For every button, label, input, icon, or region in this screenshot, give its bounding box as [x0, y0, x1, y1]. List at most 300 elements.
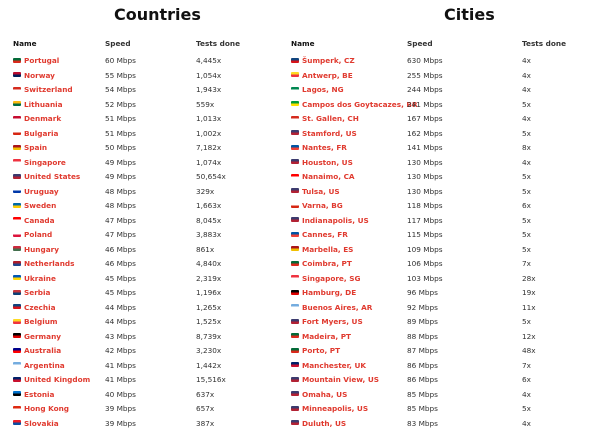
location-link[interactable]: Slovakia — [24, 419, 59, 428]
united-states-flag-icon — [291, 420, 299, 425]
speed-cell: 42 Mbps — [105, 344, 136, 359]
tests-cell: 4x — [522, 83, 531, 98]
table-row — [13, 301, 285, 316]
tests-cell: 637x — [196, 388, 214, 403]
tests-cell: 1,002x — [196, 127, 221, 142]
table-row — [291, 199, 591, 214]
countries-title: Countries — [13, 0, 285, 30]
speed-cell: 117 Mbps — [407, 214, 443, 229]
location-link[interactable]: Germany — [24, 332, 61, 341]
location-link[interactable]: Coimbra, PT — [302, 259, 352, 268]
table-row — [13, 272, 285, 287]
location-link[interactable]: Czechia — [24, 303, 56, 312]
tests-cell: 2,319x — [196, 272, 221, 287]
tests-cell: 6x — [522, 199, 531, 214]
czechia-flag-icon — [13, 304, 21, 309]
location-link[interactable]: Duluth, US — [302, 419, 346, 428]
location-link[interactable]: Tulsa, US — [302, 187, 340, 196]
location-link[interactable]: Hungary — [24, 245, 59, 254]
ukraine-flag-icon — [13, 275, 21, 280]
tests-cell: 4x — [522, 54, 531, 69]
table-row — [291, 54, 591, 69]
bulgaria-flag-icon — [13, 130, 21, 135]
speed-cell: 49 Mbps — [105, 170, 136, 185]
table-row — [291, 83, 591, 98]
switzerland-flag-icon — [291, 116, 299, 121]
tests-cell: 5x — [522, 170, 531, 185]
united-states-flag-icon — [291, 188, 299, 193]
tests-cell: 5x — [522, 214, 531, 229]
location-link[interactable]: Omaha, US — [302, 390, 347, 399]
name-cell — [13, 214, 103, 229]
tests-cell: 5x — [522, 402, 531, 417]
tests-cell: 1,265x — [196, 301, 221, 316]
speed-cell: 51 Mbps — [105, 112, 136, 127]
name-cell — [291, 257, 406, 272]
table-row — [13, 257, 285, 272]
cities-panel — [291, 0, 591, 431]
name-cell — [13, 402, 103, 417]
speed-cell: 92 Mbps — [407, 301, 438, 316]
table-row — [13, 373, 285, 388]
canada-flag-icon — [13, 217, 21, 222]
speed-cell: 41 Mbps — [105, 373, 136, 388]
speed-cell: 115 Mbps — [407, 228, 443, 243]
cities-header-name: Name — [291, 38, 406, 50]
speed-cell: 46 Mbps — [105, 243, 136, 258]
name-cell — [13, 301, 103, 316]
table-row — [13, 170, 285, 185]
tests-cell: 7,182x — [196, 141, 221, 156]
speed-cell: 86 Mbps — [407, 373, 438, 388]
name-cell — [291, 272, 406, 287]
tests-cell: 1,196x — [196, 286, 221, 301]
name-cell — [13, 257, 103, 272]
table-row — [291, 286, 591, 301]
spain-flag-icon — [13, 145, 21, 150]
location-link[interactable]: Netherlands — [24, 259, 74, 268]
name-cell — [291, 243, 406, 258]
speed-cell: 50 Mbps — [105, 141, 136, 156]
name-cell — [13, 243, 103, 258]
speed-cell: 44 Mbps — [105, 315, 136, 330]
table-row — [13, 185, 285, 200]
name-cell — [13, 141, 103, 156]
denmark-flag-icon — [13, 116, 21, 121]
tests-cell: 559x — [196, 98, 214, 113]
name-cell — [13, 315, 103, 330]
speed-cell: 241 Mbps — [407, 98, 443, 113]
location-link[interactable]: Šumperk, CZ — [302, 56, 355, 65]
tests-cell: 7x — [522, 257, 531, 272]
location-link[interactable]: Nantes, FR — [302, 143, 347, 152]
name-cell — [13, 388, 103, 403]
speed-cell: 41 Mbps — [105, 359, 136, 374]
united-kingdom-flag-icon — [291, 362, 299, 367]
location-link[interactable]: Denmark — [24, 114, 61, 123]
countries-table-body — [13, 54, 285, 431]
united-states-flag-icon — [291, 159, 299, 164]
portugal-flag-icon — [291, 261, 299, 266]
table-row — [13, 330, 285, 345]
countries-header-name: Name — [13, 38, 103, 50]
tests-cell: 48x — [522, 344, 536, 359]
name-cell — [13, 170, 103, 185]
location-link[interactable]: Nanaimo, CA — [302, 172, 355, 181]
speed-cell: 46 Mbps — [105, 257, 136, 272]
table-row — [13, 199, 285, 214]
united-kingdom-flag-icon — [13, 377, 21, 382]
canada-flag-icon — [291, 174, 299, 179]
tests-cell: 8,045x — [196, 214, 221, 229]
cities-header-row — [291, 38, 591, 54]
table-row — [291, 170, 591, 185]
belgium-flag-icon — [291, 72, 299, 77]
name-cell — [291, 83, 406, 98]
argentina-flag-icon — [291, 304, 299, 309]
location-link[interactable]: United Kingdom — [24, 375, 90, 384]
estonia-flag-icon — [13, 391, 21, 396]
table-row — [291, 373, 591, 388]
name-cell — [291, 315, 406, 330]
united-states-flag-icon — [291, 377, 299, 382]
table-row — [291, 243, 591, 258]
tests-cell: 6x — [522, 373, 531, 388]
speed-cell: 162 Mbps — [407, 127, 443, 142]
tests-cell: 3,883x — [196, 228, 221, 243]
tests-cell: 1,054x — [196, 69, 221, 84]
name-cell — [291, 388, 406, 403]
tests-cell: 329x — [196, 185, 214, 200]
serbia-flag-icon — [13, 290, 21, 295]
speed-cell: 49 Mbps — [105, 156, 136, 171]
czechia-flag-icon — [291, 58, 299, 63]
location-link[interactable]: Sweden — [24, 201, 56, 210]
table-row — [291, 214, 591, 229]
location-link[interactable]: Portugal — [24, 56, 59, 65]
location-link[interactable]: Lithuania — [24, 100, 63, 109]
table-row — [13, 344, 285, 359]
table-row — [291, 98, 591, 113]
countries-header-tests: Tests done — [196, 38, 240, 50]
location-link[interactable]: Belgium — [24, 317, 58, 326]
speed-cell: 52 Mbps — [105, 98, 136, 113]
name-cell — [291, 301, 406, 316]
slovakia-flag-icon — [13, 420, 21, 425]
tests-cell: 5x — [522, 315, 531, 330]
tests-cell: 12x — [522, 330, 536, 345]
name-cell — [13, 69, 103, 84]
tests-cell: 5x — [522, 127, 531, 142]
speed-cell: 96 Mbps — [407, 286, 438, 301]
name-cell — [291, 330, 406, 345]
cities-title: Cities — [291, 0, 591, 30]
location-link[interactable]: Argentina — [24, 361, 65, 370]
table-row — [291, 330, 591, 345]
location-link[interactable]: Antwerp, BE — [302, 71, 353, 80]
tests-cell: 28x — [522, 272, 536, 287]
speed-cell: 60 Mbps — [105, 54, 136, 69]
name-cell — [13, 286, 103, 301]
tests-cell: 861x — [196, 243, 214, 258]
table-row — [291, 69, 591, 84]
name-cell — [291, 417, 406, 431]
countries-header-speed: Speed — [105, 38, 131, 50]
tests-cell: 5x — [522, 185, 531, 200]
speed-cell: 54 Mbps — [105, 83, 136, 98]
tests-cell: 5x — [522, 98, 531, 113]
name-cell — [291, 112, 406, 127]
switzerland-flag-icon — [13, 87, 21, 92]
name-cell — [13, 359, 103, 374]
table-row — [13, 359, 285, 374]
bulgaria-flag-icon — [291, 203, 299, 208]
table-row — [13, 402, 285, 417]
argentina-flag-icon — [13, 362, 21, 367]
speed-cell: 89 Mbps — [407, 315, 438, 330]
location-link[interactable]: Singapore, SG — [302, 274, 360, 283]
speed-cell: 630 Mbps — [407, 54, 443, 69]
speed-cell: 83 Mbps — [407, 417, 438, 431]
tests-cell: 8,739x — [196, 330, 221, 345]
united-states-flag-icon — [13, 174, 21, 179]
tests-cell: 8x — [522, 141, 531, 156]
speed-cell: 43 Mbps — [105, 330, 136, 345]
tests-cell: 5x — [522, 228, 531, 243]
france-flag-icon — [291, 145, 299, 150]
table-row — [291, 402, 591, 417]
table-row — [13, 98, 285, 113]
portugal-flag-icon — [13, 58, 21, 63]
speed-cell: 48 Mbps — [105, 199, 136, 214]
name-cell — [291, 170, 406, 185]
table-row — [13, 228, 285, 243]
location-link[interactable]: Porto, PT — [302, 346, 340, 355]
table-row — [13, 69, 285, 84]
name-cell — [291, 156, 406, 171]
tests-cell: 1,663x — [196, 199, 221, 214]
speed-cell: 85 Mbps — [407, 402, 438, 417]
netherlands-flag-icon — [13, 261, 21, 266]
germany-flag-icon — [13, 333, 21, 338]
name-cell — [13, 373, 103, 388]
tests-cell: 50,654x — [196, 170, 226, 185]
tests-cell: 19x — [522, 286, 536, 301]
speed-cell: 109 Mbps — [407, 243, 443, 258]
name-cell — [13, 83, 103, 98]
tests-cell: 4x — [522, 388, 531, 403]
tests-cell: 4x — [522, 156, 531, 171]
speed-cell: 86 Mbps — [407, 359, 438, 374]
hungary-flag-icon — [13, 246, 21, 251]
table-row — [13, 286, 285, 301]
countries-panel — [13, 0, 285, 431]
speed-cell: 45 Mbps — [105, 272, 136, 287]
name-cell — [291, 214, 406, 229]
name-cell — [291, 141, 406, 156]
tests-cell: 1,074x — [196, 156, 221, 171]
speed-cell: 39 Mbps — [105, 402, 136, 417]
location-link[interactable]: Switzerland — [24, 85, 73, 94]
location-link[interactable]: Canada — [24, 216, 55, 225]
table-row — [291, 272, 591, 287]
tests-cell: 7x — [522, 359, 531, 374]
name-cell — [291, 286, 406, 301]
table-row — [13, 156, 285, 171]
tests-cell: 15,516x — [196, 373, 226, 388]
tests-cell: 657x — [196, 402, 214, 417]
france-flag-icon — [291, 232, 299, 237]
location-link[interactable]: Varna, BG — [302, 201, 343, 210]
name-cell — [13, 185, 103, 200]
name-cell — [291, 185, 406, 200]
name-cell — [291, 402, 406, 417]
table-row — [291, 112, 591, 127]
name-cell — [291, 373, 406, 388]
countries-header-row — [13, 38, 285, 54]
location-link[interactable]: Houston, US — [302, 158, 353, 167]
speed-cell: 130 Mbps — [407, 170, 443, 185]
united-states-flag-icon — [291, 391, 299, 396]
tests-cell: 4,840x — [196, 257, 221, 272]
speed-cell: 130 Mbps — [407, 156, 443, 171]
table-row — [291, 228, 591, 243]
location-link[interactable]: Ukraine — [24, 274, 56, 283]
name-cell — [291, 359, 406, 374]
tests-cell: 3,230x — [196, 344, 221, 359]
speed-cell: 40 Mbps — [105, 388, 136, 403]
portugal-flag-icon — [291, 333, 299, 338]
location-link[interactable]: Norway — [24, 71, 55, 80]
table-row — [291, 141, 591, 156]
location-link[interactable]: Serbia — [24, 288, 50, 297]
tests-cell: 4x — [522, 69, 531, 84]
speed-cell: 244 Mbps — [407, 83, 443, 98]
belgium-flag-icon — [13, 319, 21, 324]
table-row — [13, 112, 285, 127]
table-row — [13, 83, 285, 98]
name-cell — [13, 199, 103, 214]
location-link[interactable]: Stamford, US — [302, 129, 357, 138]
location-link[interactable]: Madeira, PT — [302, 332, 351, 341]
speed-cell: 255 Mbps — [407, 69, 443, 84]
name-cell — [13, 417, 103, 431]
name-cell — [291, 199, 406, 214]
brazil-flag-icon — [291, 101, 299, 106]
name-cell — [291, 344, 406, 359]
table-row — [291, 301, 591, 316]
name-cell — [13, 344, 103, 359]
location-link[interactable]: Singapore — [24, 158, 66, 167]
tests-cell: 4x — [522, 417, 531, 431]
speed-cell: 106 Mbps — [407, 257, 443, 272]
united-states-flag-icon — [291, 319, 299, 324]
name-cell — [13, 330, 103, 345]
name-cell — [291, 98, 406, 113]
united-states-flag-icon — [291, 130, 299, 135]
table-row — [13, 315, 285, 330]
speed-cell: 130 Mbps — [407, 185, 443, 200]
speed-cell: 103 Mbps — [407, 272, 443, 287]
poland-flag-icon — [13, 232, 21, 237]
location-link[interactable]: Hong Kong — [24, 404, 69, 413]
table-row — [13, 141, 285, 156]
table-row — [13, 388, 285, 403]
speed-cell: 45 Mbps — [105, 286, 136, 301]
location-link[interactable]: Uruguay — [24, 187, 59, 196]
uruguay-flag-icon — [13, 188, 21, 193]
name-cell — [291, 127, 406, 142]
tests-cell: 5x — [522, 243, 531, 258]
table-row — [13, 54, 285, 69]
location-link[interactable]: Lagos, NG — [302, 85, 344, 94]
location-link[interactable]: Poland — [24, 230, 52, 239]
location-link[interactable]: Bulgaria — [24, 129, 58, 138]
speed-cell: 141 Mbps — [407, 141, 443, 156]
hong-kong-flag-icon — [13, 406, 21, 411]
location-link[interactable]: Spain — [24, 143, 47, 152]
location-link[interactable]: Australia — [24, 346, 61, 355]
tests-cell: 1,525x — [196, 315, 221, 330]
table-row — [13, 243, 285, 258]
united-states-flag-icon — [291, 406, 299, 411]
name-cell — [13, 156, 103, 171]
cities-header-tests: Tests done — [522, 38, 566, 50]
speed-cell: 55 Mbps — [105, 69, 136, 84]
table-row — [13, 417, 285, 431]
speed-cell: 88 Mbps — [407, 330, 438, 345]
name-cell — [13, 272, 103, 287]
location-link[interactable]: Minneapolis, US — [302, 404, 368, 413]
name-cell — [13, 127, 103, 142]
location-link[interactable]: Indianapolis, US — [302, 216, 369, 225]
table-row — [13, 127, 285, 142]
location-link[interactable]: Campos dos Goytacazes, BR — [302, 100, 418, 109]
tests-cell: 1,013x — [196, 112, 221, 127]
united-states-flag-icon — [291, 217, 299, 222]
location-link[interactable]: St. Gallen, CH — [302, 114, 359, 123]
tests-cell: 4,445x — [196, 54, 221, 69]
name-cell — [13, 228, 103, 243]
lithuania-flag-icon — [13, 101, 21, 106]
location-link[interactable]: Fort Myers, US — [302, 317, 363, 326]
speed-cell: 39 Mbps — [105, 417, 136, 431]
location-link[interactable]: Estonia — [24, 390, 54, 399]
name-cell — [13, 98, 103, 113]
speed-cell: 47 Mbps — [105, 228, 136, 243]
spain-flag-icon — [291, 246, 299, 251]
location-link[interactable]: Marbella, ES — [302, 245, 353, 254]
singapore-flag-icon — [291, 275, 299, 280]
tests-cell: 11x — [522, 301, 536, 316]
table-row — [291, 156, 591, 171]
location-link[interactable]: Cannes, FR — [302, 230, 348, 239]
location-link[interactable]: Hamburg, DE — [302, 288, 356, 297]
name-cell — [13, 112, 103, 127]
table-row — [13, 214, 285, 229]
tests-cell: 387x — [196, 417, 214, 431]
singapore-flag-icon — [13, 159, 21, 164]
cities-header-speed: Speed — [407, 38, 433, 50]
location-link[interactable]: United States — [24, 172, 80, 181]
location-link[interactable]: Buenos Aires, AR — [302, 303, 372, 312]
location-link[interactable]: Manchester, UK — [302, 361, 366, 370]
table-row — [291, 257, 591, 272]
tests-cell: 4x — [522, 112, 531, 127]
germany-flag-icon — [291, 290, 299, 295]
location-link[interactable]: Mountain View, US — [302, 375, 379, 384]
norway-flag-icon — [13, 72, 21, 77]
